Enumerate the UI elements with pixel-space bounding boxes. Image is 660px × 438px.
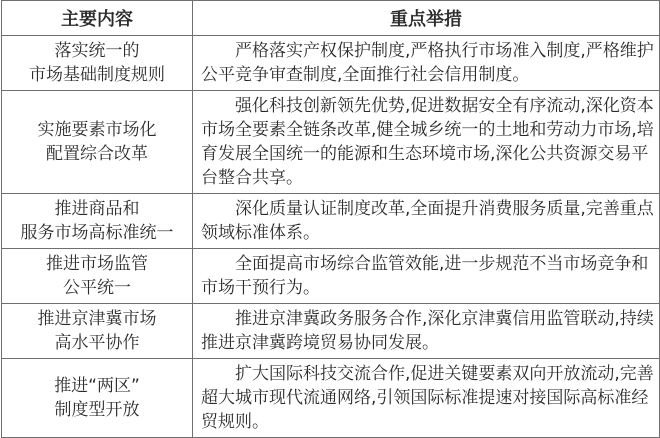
content-line: 制度型开放 — [54, 400, 140, 420]
header-row — [2, 1, 660, 36]
measures-line: 严格落实产权保护制度,严格执行市场准入制度,严 — [235, 41, 603, 61]
measures-paragraph — [201, 94, 655, 190]
measures-line: 劳动力市场,培育发展全国统一的能源和生态环境市场, — [201, 120, 654, 164]
table-body — [2, 36, 660, 438]
measures-paragraph — [201, 39, 655, 87]
content-cell — [2, 304, 193, 359]
content-line: 服务市场高标准统一 — [20, 223, 174, 243]
measures-line: 国际高标准经贸规则。 — [201, 388, 649, 432]
content-line: 推进“两区” — [54, 376, 140, 396]
measures-table — [1, 0, 660, 438]
table-row — [2, 36, 660, 91]
table-row — [2, 91, 660, 194]
measures-line: 强化科技创新领先优势,促进数据安全有序流动,深 — [235, 96, 603, 116]
measures-paragraph — [201, 307, 655, 355]
measures-line: 竞争和市场干预行为。 — [201, 254, 649, 298]
measures-cell — [193, 249, 660, 304]
content-line: 实施要素市场化 — [37, 120, 157, 140]
measures-line: 深化公共资源交易平台整合共享。 — [201, 144, 649, 188]
table-row — [2, 194, 660, 249]
content-line: 配置综合改革 — [46, 144, 148, 164]
content-line: 公平统一 — [63, 278, 131, 298]
measures-line: 深化质量认证制度改革,全面提升消费服务质量,完 — [235, 199, 603, 219]
measures-line: 善重点领域标准体系。 — [201, 199, 654, 243]
content-cell — [2, 249, 193, 304]
content-cell — [2, 91, 193, 194]
header-main-content: 主要内容 — [2, 1, 193, 36]
measures-paragraph — [201, 252, 655, 300]
table-row — [2, 359, 660, 438]
measures-cell — [193, 36, 660, 91]
measures-line: 格维护公平竞争审查制度,全面推行社会信用制度。 — [201, 41, 654, 85]
content-cell — [2, 36, 193, 91]
measures-line: 动,完善超大城市现代流通网络,引领国际标准提速对接 — [201, 364, 654, 408]
content-line: 推进京津冀市场 — [37, 309, 157, 329]
measures-cell — [193, 304, 660, 359]
content-line: 高水平协作 — [54, 333, 140, 353]
content-cell — [2, 194, 193, 249]
measures-line: 全面提高市场综合监管效能,进一步规范不当市场 — [235, 254, 598, 274]
header-key-measures: 重点举措 — [193, 1, 660, 36]
measures-paragraph — [201, 197, 655, 245]
measures-paragraph — [201, 362, 655, 434]
table-row — [2, 304, 660, 359]
measures-cell — [193, 359, 660, 438]
content-line: 推进市场监管 — [46, 254, 148, 274]
measures-cell — [193, 91, 660, 194]
content-line: 落实统一的 — [54, 41, 140, 61]
content-line: 推进商品和 — [54, 199, 140, 219]
table-row — [2, 249, 660, 304]
content-cell — [2, 359, 193, 438]
measures-line: 化资本市场全要素全链条改革,健全城乡统一的土地和 — [201, 96, 654, 140]
content-line: 市场基础制度规则 — [29, 65, 165, 85]
measures-line: 动,持续推进京津冀跨境贸易协同发展。 — [201, 309, 654, 353]
measures-cell — [193, 194, 660, 249]
measures-line: 推进京津冀政务服务合作,深化京津冀信用监管联 — [235, 309, 598, 329]
measures-line: 扩大国际科技交流合作,促进关键要素双向开放流 — [235, 364, 598, 384]
